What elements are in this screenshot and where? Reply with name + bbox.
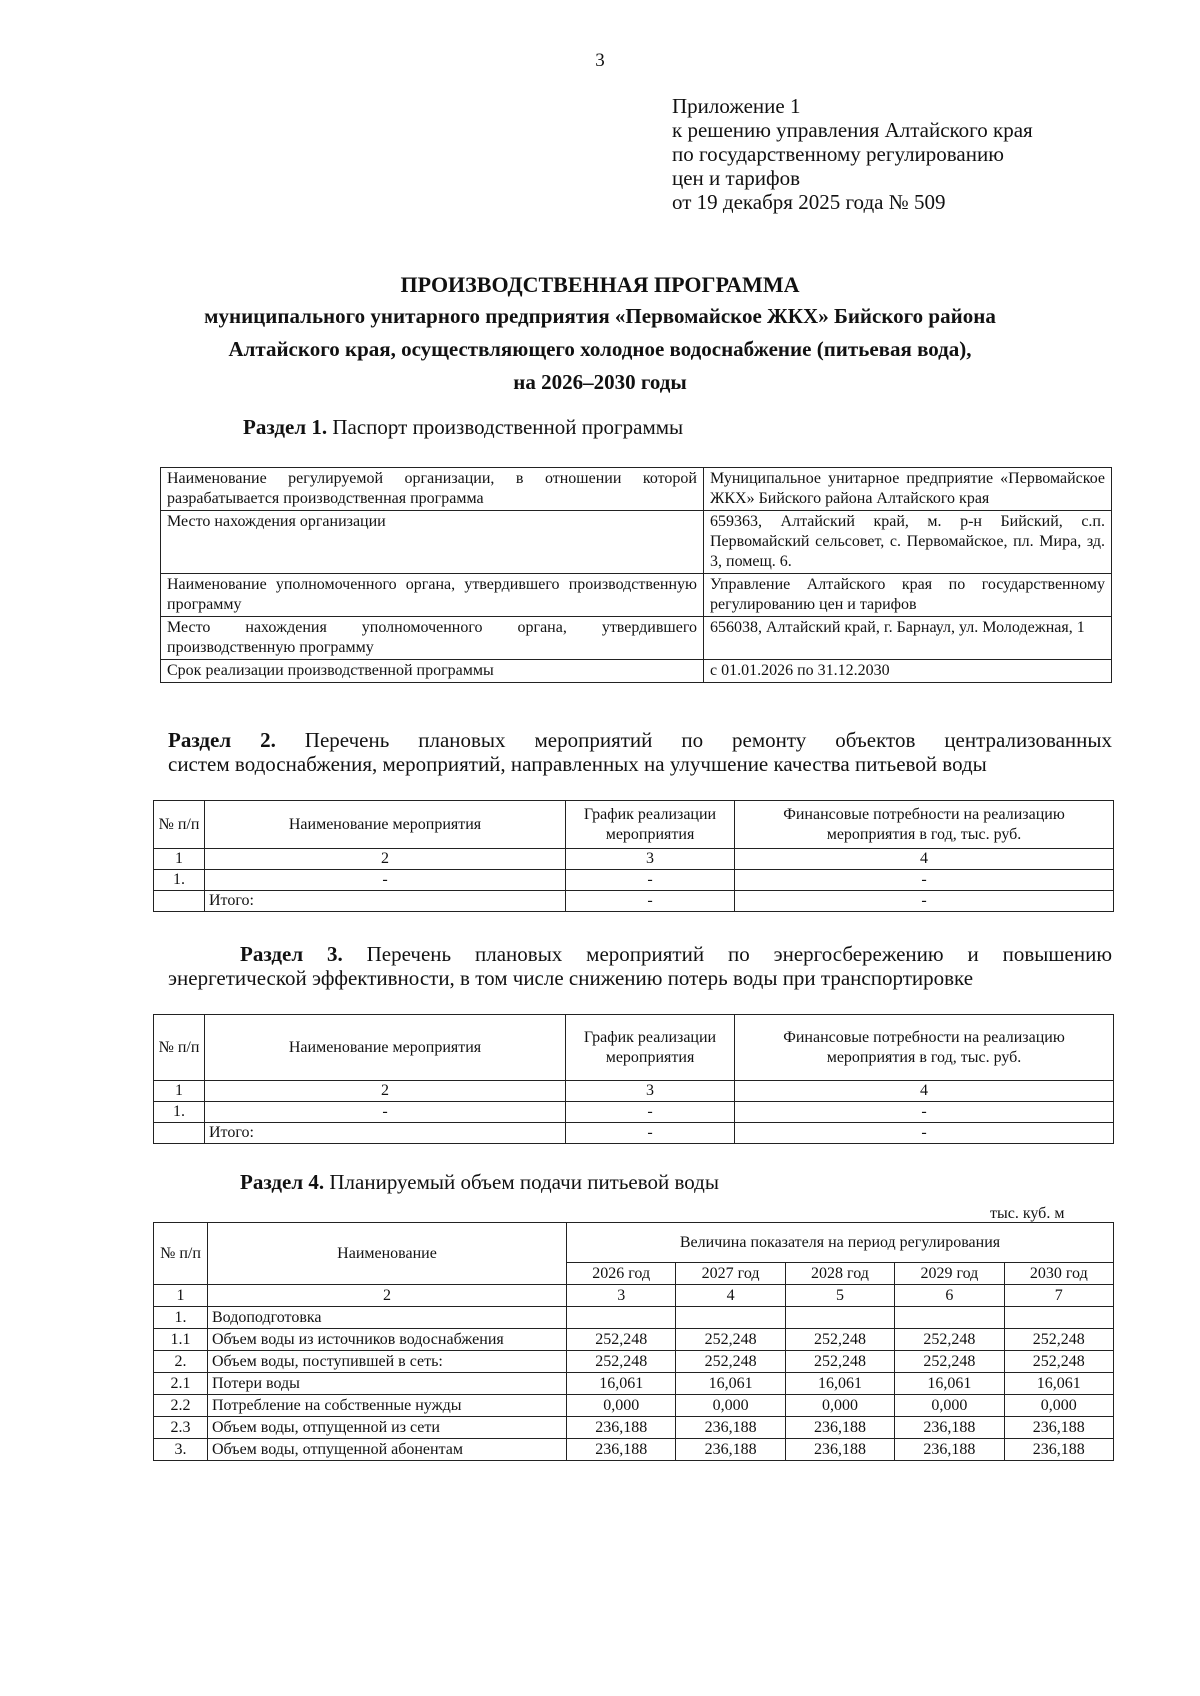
total-cell: - xyxy=(566,891,735,912)
value-cell: 236,188 xyxy=(895,1439,1004,1461)
value-cell: 252,248 xyxy=(1004,1351,1113,1373)
row-number-cell: 1.1 xyxy=(154,1329,208,1351)
value-cell: 16,061 xyxy=(785,1373,894,1395)
year-header-cell: 2028 год xyxy=(785,1263,894,1285)
passport-name-cell: Наименование регулируемой организации, в отношении которой разрабатывается производственная программа xyxy=(161,468,704,511)
row-number-cell: 2.2 xyxy=(154,1395,208,1417)
row-cell: - xyxy=(205,870,566,891)
total-cell: - xyxy=(735,1123,1114,1144)
row-cell: 1. xyxy=(154,1102,205,1123)
section2-label: Раздел 2. xyxy=(168,728,276,752)
value-cell: 0,000 xyxy=(895,1395,1004,1417)
row-number-cell: 2.1 xyxy=(154,1373,208,1395)
title-line: Алтайского края, осуществляющего холодное водоснабжение (питьевая вода), xyxy=(228,337,972,361)
header-cell: № п/п xyxy=(154,1015,205,1081)
value-cell: 0,000 xyxy=(1004,1395,1113,1417)
passport-value-cell: Управление Алтайского края по государственному регулированию цен и тарифов xyxy=(704,574,1112,617)
header-cell: Наименование мероприятия xyxy=(205,1015,566,1081)
section2-line2: систем водоснабжения, мероприятий, направленных на улучшение качества питьевой воды xyxy=(168,752,987,776)
passport-name-cell: Место нахождения уполномоченного органа, утвердившего производственную программу xyxy=(161,617,704,660)
row-number-cell: 2.3 xyxy=(154,1417,208,1439)
row-cell: - xyxy=(205,1102,566,1123)
value-cell: 236,188 xyxy=(1004,1439,1113,1461)
value-cell: 236,188 xyxy=(1004,1417,1113,1439)
table-row xyxy=(154,1439,1114,1461)
value-cell: 236,188 xyxy=(785,1417,894,1439)
col-number-cell: 1 xyxy=(154,1081,205,1102)
section3-line1: Перечень плановых мероприятий по энергосбережению и повышению xyxy=(366,942,1113,966)
table-row xyxy=(154,1102,1114,1123)
row-name-cell: Потребление на собственные нужды xyxy=(208,1395,567,1417)
value-cell: 252,248 xyxy=(785,1351,894,1373)
energy-measures-table xyxy=(153,1014,1114,1144)
row-name-cell: Объем воды, отпущенной абонентам xyxy=(208,1439,567,1461)
passport-value-cell: 659363, Алтайский край, м. р-н Бийский, с.п. Первомайский сельсовет, с. Первомайское, пл. Мира, зд. 3, помещ. 6. xyxy=(704,511,1112,574)
col-number-cell: 7 xyxy=(1004,1285,1113,1307)
appendix-line: от 19 декабря 2025 года № 509 xyxy=(672,190,946,214)
header-cell: № п/п xyxy=(154,1223,208,1285)
value-cell: 252,248 xyxy=(567,1329,676,1351)
year-header-cell: 2029 год xyxy=(895,1263,1004,1285)
value-cell: 252,248 xyxy=(676,1351,785,1373)
col-number-cell: 4 xyxy=(676,1285,785,1307)
passport-value-cell: 656038, Алтайский край, г. Барнаул, ул. Молодежная, 1 xyxy=(704,617,1112,660)
value-cell: 16,061 xyxy=(567,1373,676,1395)
value-cell: 236,188 xyxy=(676,1417,785,1439)
row-cell: - xyxy=(735,1102,1114,1123)
table-row xyxy=(161,660,1112,683)
passport-name-cell: Место нахождения организации xyxy=(161,511,704,574)
section3-line2: энергетической эффективности, в том числе снижению потерь воды при транспортировке xyxy=(168,966,974,990)
value-cell: 236,188 xyxy=(567,1439,676,1461)
section4-label: Раздел 4. xyxy=(240,1170,325,1194)
row-cell: 1. xyxy=(154,870,205,891)
appendix-line: по государственному регулированию xyxy=(672,142,1004,166)
table-row xyxy=(161,511,1112,574)
title-line: муниципального унитарного предприятия «Первомайское ЖКХ» Бийского района xyxy=(204,304,996,328)
col-number-cell: 4 xyxy=(735,849,1114,870)
water-supply-table xyxy=(153,1222,1114,1461)
value-cell: 16,061 xyxy=(676,1373,785,1395)
table-header-row xyxy=(154,1015,1114,1081)
row-name-cell: Водоподготовка xyxy=(208,1307,567,1329)
year-header-cell: 2030 год xyxy=(1004,1263,1113,1285)
table-total-row xyxy=(154,891,1114,912)
col-number-cell: 2 xyxy=(205,849,566,870)
col-number-cell: 2 xyxy=(205,1081,566,1102)
table-row xyxy=(154,1307,1114,1329)
header-cell: № п/п xyxy=(154,801,205,849)
value-cell: 252,248 xyxy=(567,1351,676,1373)
section4-heading xyxy=(240,1170,719,1194)
col-number-cell: 6 xyxy=(895,1285,1004,1307)
table-row xyxy=(154,1395,1114,1417)
col-number-cell: 3 xyxy=(566,1081,735,1102)
value-cell: 236,188 xyxy=(895,1417,1004,1439)
page-number: 3 xyxy=(595,50,605,71)
appendix-line: Приложение 1 xyxy=(672,94,801,118)
table-row xyxy=(161,468,1112,511)
col-number-cell: 3 xyxy=(567,1285,676,1307)
appendix-line: к решению управления Алтайского края xyxy=(672,118,1033,142)
row-cell: - xyxy=(566,1102,735,1123)
section3-label: Раздел 3. xyxy=(240,942,343,966)
value-cell xyxy=(785,1307,894,1329)
table-row xyxy=(161,617,1112,660)
table-header-row xyxy=(154,1223,1114,1263)
row-cell: - xyxy=(735,870,1114,891)
value-cell: 0,000 xyxy=(567,1395,676,1417)
value-cell: 236,188 xyxy=(567,1417,676,1439)
value-cell: 236,188 xyxy=(785,1439,894,1461)
section1-heading xyxy=(243,415,683,439)
total-cell xyxy=(154,891,205,912)
table-row xyxy=(154,1351,1114,1373)
value-cell: 16,061 xyxy=(895,1373,1004,1395)
col-number-cell: 3 xyxy=(566,849,735,870)
col-number-cell: 2 xyxy=(208,1285,567,1307)
value-cell: 252,248 xyxy=(676,1329,785,1351)
section2-heading xyxy=(168,728,1112,776)
table-row xyxy=(161,574,1112,617)
table-row xyxy=(154,1417,1114,1439)
document-title xyxy=(0,270,1200,399)
row-name-cell: Объем воды, поступившей в сеть: xyxy=(208,1351,567,1373)
passport-table xyxy=(160,467,1112,683)
section1-text: Паспорт производственной программы xyxy=(332,415,684,439)
title-main: ПРОИЗВОДСТВЕННАЯ ПРОГРАММА xyxy=(400,272,800,297)
value-cell: 252,248 xyxy=(895,1329,1004,1351)
unit-label: тыс. куб. м xyxy=(990,1205,1065,1222)
section4-text: Планируемый объем подачи питьевой воды xyxy=(329,1170,719,1194)
row-number-cell: 2. xyxy=(154,1351,208,1373)
table-row xyxy=(154,1285,1114,1307)
table-row xyxy=(154,1329,1114,1351)
value-cell: 16,061 xyxy=(1004,1373,1113,1395)
header-cell: Наименование xyxy=(208,1223,567,1285)
year-header-cell: 2027 год xyxy=(676,1263,785,1285)
header-cell: Финансовые потребности на реализацию мероприятия в год, тыс. руб. xyxy=(735,1015,1114,1081)
table-row xyxy=(154,849,1114,870)
year-header-cell: 2026 год xyxy=(567,1263,676,1285)
value-cell: 252,248 xyxy=(785,1329,894,1351)
passport-name-cell: Срок реализации производственной программы xyxy=(161,660,704,683)
passport-value-cell: с 01.01.2026 по 31.12.2030 xyxy=(704,660,1112,683)
passport-value-cell: Муниципальное унитарное предприятие «Первомайское ЖКХ» Бийского района Алтайского края xyxy=(704,468,1112,511)
section2-line1: Перечень плановых мероприятий по ремонту объектов централизованных xyxy=(304,728,1112,752)
value-cell xyxy=(676,1307,785,1329)
title-line: на 2026–2030 годы xyxy=(513,370,687,394)
value-cell: 0,000 xyxy=(676,1395,785,1417)
appendix-block xyxy=(672,94,1033,214)
header-cell: График реализации мероприятия xyxy=(566,801,735,849)
row-cell: - xyxy=(566,870,735,891)
col-number-cell: 1 xyxy=(154,849,205,870)
section1-label: Раздел 1. xyxy=(243,415,328,439)
value-cell xyxy=(895,1307,1004,1329)
table-row xyxy=(154,1373,1114,1395)
total-cell xyxy=(154,1123,205,1144)
header-group-cell: Величина показателя на период регулирования xyxy=(567,1223,1114,1263)
total-label-cell: Итого: xyxy=(205,1123,566,1144)
total-cell: - xyxy=(735,891,1114,912)
repair-measures-table xyxy=(153,800,1114,912)
value-cell xyxy=(567,1307,676,1329)
value-cell: 236,188 xyxy=(676,1439,785,1461)
total-label-cell: Итого: xyxy=(205,891,566,912)
passport-name-cell: Наименование уполномоченного органа, утвердившего производственную программу xyxy=(161,574,704,617)
table-header-row xyxy=(154,801,1114,849)
table-row xyxy=(154,1081,1114,1102)
row-name-cell: Потери воды xyxy=(208,1373,567,1395)
header-cell: График реализации мероприятия xyxy=(566,1015,735,1081)
value-cell: 0,000 xyxy=(785,1395,894,1417)
header-cell: Наименование мероприятия xyxy=(205,801,566,849)
total-cell: - xyxy=(566,1123,735,1144)
col-number-cell: 4 xyxy=(735,1081,1114,1102)
header-cell: Финансовые потребности на реализацию мероприятия в год, тыс. руб. xyxy=(735,801,1114,849)
value-cell xyxy=(1004,1307,1113,1329)
section3-heading xyxy=(168,942,1112,990)
col-number-cell: 5 xyxy=(785,1285,894,1307)
row-number-cell: 1. xyxy=(154,1307,208,1329)
appendix-line: цен и тарифов xyxy=(672,166,801,190)
row-name-cell: Объем воды, отпущенной из сети xyxy=(208,1417,567,1439)
row-name-cell: Объем воды из источников водоснабжения xyxy=(208,1329,567,1351)
table-total-row xyxy=(154,1123,1114,1144)
row-number-cell: 3. xyxy=(154,1439,208,1461)
value-cell: 252,248 xyxy=(895,1351,1004,1373)
table-row xyxy=(154,870,1114,891)
value-cell: 252,248 xyxy=(1004,1329,1113,1351)
col-number-cell: 1 xyxy=(154,1285,208,1307)
